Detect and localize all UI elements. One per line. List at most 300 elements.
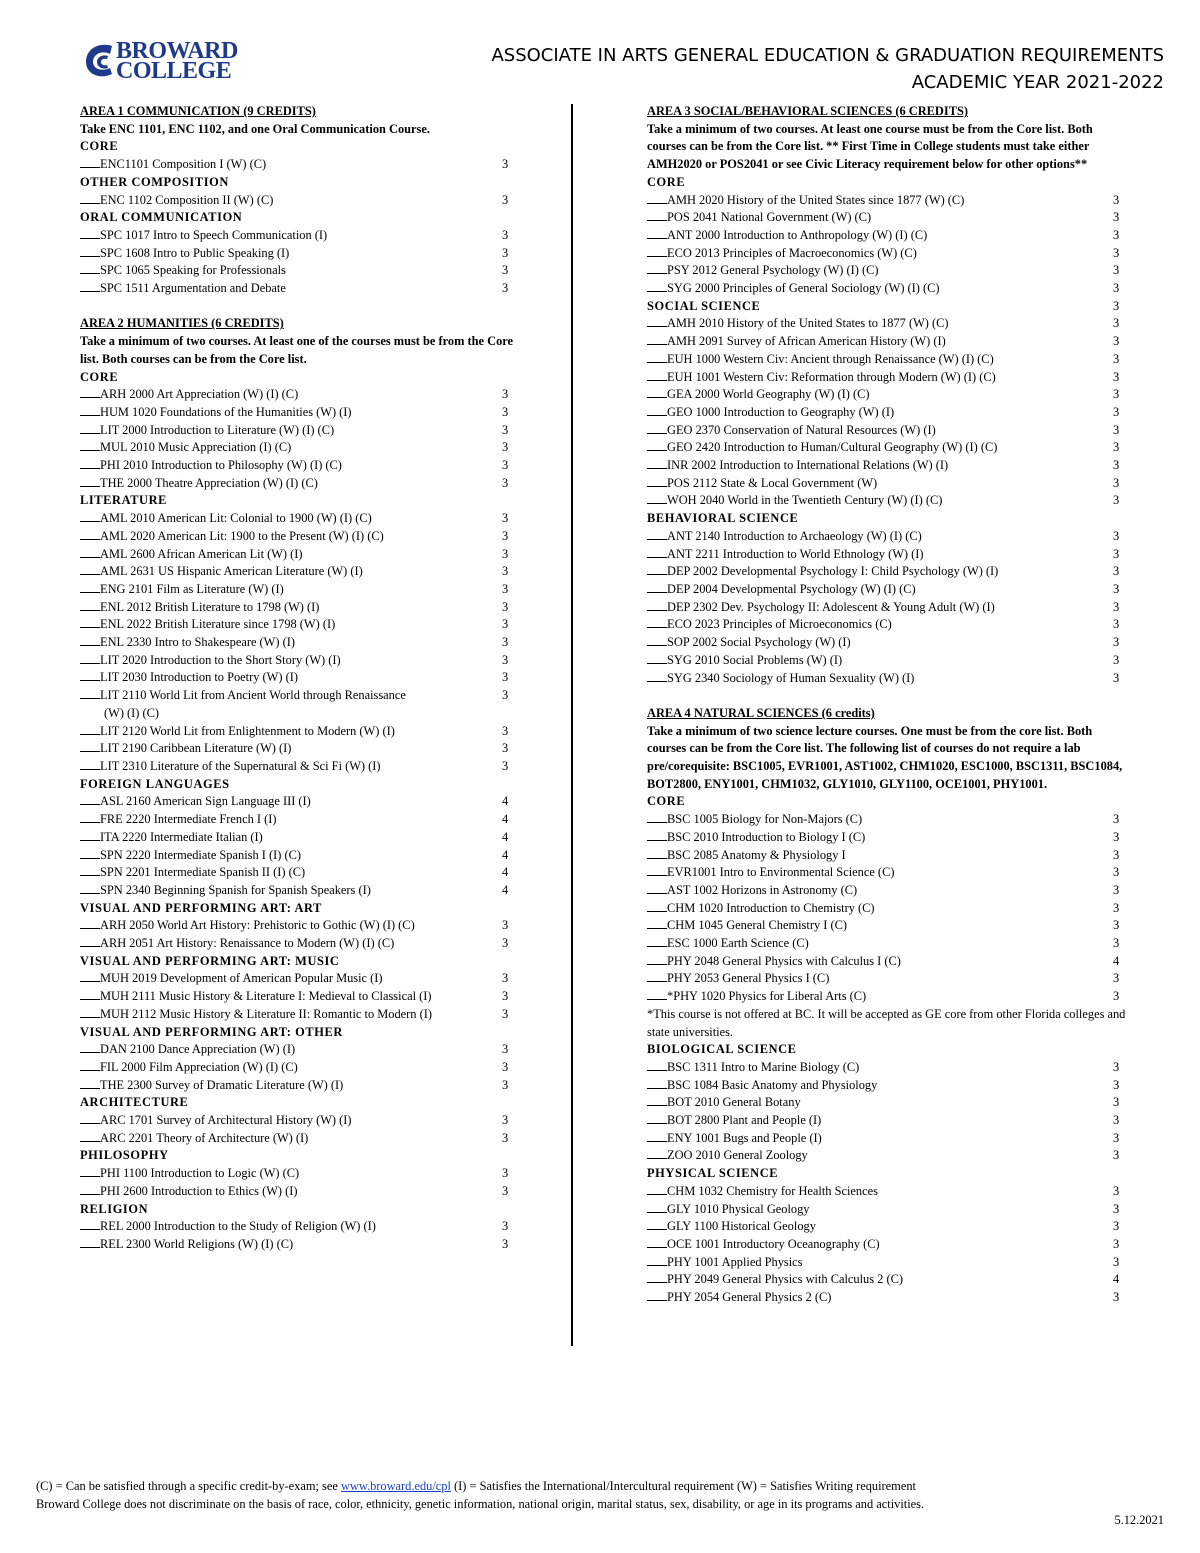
checkoff-blank[interactable]	[80, 1007, 100, 1018]
logo-line-2: COLLEGE	[116, 58, 232, 84]
checkoff-blank[interactable]	[647, 281, 667, 292]
course-row	[80, 510, 520, 528]
course-name: PHY 2048 General Physics with Calculus I (C)	[667, 953, 901, 968]
course-row	[80, 740, 520, 758]
course-name: THE 2000 Theatre Appreciation (W) (I) (C)	[100, 475, 318, 490]
checkoff-blank[interactable]	[647, 918, 667, 929]
course-name: ARC 1701 Survey of Architectural History (W) (I)	[100, 1113, 352, 1128]
course-name: SPC 1511 Argumentation and Debate	[100, 281, 286, 296]
checkoff-blank[interactable]	[647, 1237, 667, 1248]
checkoff-blank[interactable]	[647, 1131, 667, 1142]
credit-hours: 3	[1113, 493, 1120, 508]
checkoff-blank[interactable]	[80, 830, 100, 841]
checkoff-blank[interactable]	[647, 564, 667, 575]
checkoff-blank[interactable]	[647, 1095, 667, 1106]
checkoff-blank[interactable]	[647, 193, 667, 204]
checkoff-blank[interactable]	[80, 281, 100, 292]
course-row	[647, 422, 1127, 440]
course-name: SPN 2340 Beginning Spanish for Spanish Speakers (I)	[100, 882, 371, 897]
section-heading-label: CORE	[80, 369, 119, 384]
section-heading	[647, 174, 1127, 192]
course-name: OCE 1001 Introductory Oceanography (C)	[667, 1236, 880, 1251]
course-row	[647, 829, 1127, 847]
section-heading	[80, 1024, 520, 1042]
course-name: EUH 1001 Western Civ: Reformation through Modern (W) (I) (C)	[667, 369, 996, 384]
checkoff-blank[interactable]	[80, 193, 100, 204]
checkoff-blank[interactable]	[647, 1290, 667, 1301]
course-name: POS 2112 State & Local Government (W)	[667, 475, 878, 490]
credit-hours: 3	[502, 422, 509, 437]
checkoff-blank[interactable]	[80, 759, 100, 770]
checkoff-blank[interactable]	[647, 582, 667, 593]
section-heading-label: RELIGION	[80, 1201, 149, 1216]
checkoff-blank[interactable]	[80, 865, 100, 876]
course-row	[647, 457, 1127, 475]
checkoff-blank[interactable]	[80, 1060, 100, 1071]
section-heading	[80, 209, 520, 227]
course-name: ANT 2140 Introduction to Archaeology (W) (I) (C)	[667, 528, 922, 543]
checkoff-blank[interactable]	[647, 635, 667, 646]
course-name: ENL 2012 British Literature to 1798 (W) (I)	[100, 599, 320, 614]
checkoff-blank[interactable]	[647, 1202, 667, 1213]
credit-hours: 3	[502, 1006, 509, 1021]
course-row	[647, 1218, 1127, 1236]
checkoff-blank[interactable]	[80, 387, 100, 398]
course-name: GEA 2000 World Geography (W) (I) (C)	[667, 387, 870, 402]
checkoff-blank[interactable]	[647, 370, 667, 381]
credit-hours: 3	[1113, 387, 1120, 402]
checkoff-blank[interactable]	[80, 405, 100, 416]
course-row	[647, 1147, 1127, 1165]
checkoff-blank[interactable]	[80, 1078, 100, 1089]
checkoff-blank[interactable]	[80, 848, 100, 859]
section-heading-label: VISUAL AND PERFORMING ART: OTHER	[80, 1024, 343, 1039]
credit-hours: 3	[502, 1183, 509, 1198]
section-heading	[80, 900, 520, 918]
course-row	[80, 528, 520, 546]
checkoff-blank[interactable]	[647, 263, 667, 274]
document-title: ASSOCIATE IN ARTS GENERAL EDUCATION & GRADUATION REQUIREMENTS	[491, 45, 1164, 66]
course-row	[647, 439, 1127, 457]
course-name: FRE 2220 Intermediate French I (I)	[100, 812, 277, 827]
course-row	[80, 723, 520, 741]
credit-hours: 3	[1113, 1254, 1120, 1269]
checkoff-blank[interactable]	[647, 1060, 667, 1071]
checkoff-blank[interactable]	[647, 901, 667, 912]
credit-hours: 3	[502, 263, 509, 278]
checkoff-blank[interactable]	[647, 547, 667, 558]
checkoff-blank[interactable]	[80, 582, 100, 593]
course-row	[647, 864, 1127, 882]
course-name: ENC1101 Composition I (W) (C)	[100, 157, 267, 172]
credit-hours: 3	[502, 458, 509, 473]
course-name: ANT 2211 Introduction to World Ethnology (W) (I)	[667, 546, 924, 561]
credit-hours: 3	[1113, 351, 1120, 366]
checkoff-blank[interactable]	[80, 246, 100, 257]
course-row	[80, 1236, 520, 1254]
course-name: GEO 2420 Introduction to Human/Cultural Geography (W) (I) (C)	[667, 440, 998, 455]
credit-hours: 3	[1113, 316, 1120, 331]
credit-hours: 3	[1113, 847, 1120, 862]
course-name: PHY 2049 General Physics with Calculus 2 (C)	[667, 1272, 903, 1287]
checkoff-blank[interactable]	[647, 246, 667, 257]
course-row	[647, 900, 1127, 918]
course-row	[647, 634, 1127, 652]
credit-hours: 3	[1113, 281, 1120, 296]
checkoff-blank[interactable]	[80, 724, 100, 735]
checkoff-blank[interactable]	[647, 405, 667, 416]
credit-hours: 3	[502, 387, 509, 402]
course-name: ESC 1000 Earth Science (C)	[667, 936, 809, 951]
broward-college-logo	[82, 38, 242, 84]
credit-hours: 4	[502, 847, 509, 862]
credit-hours: 3	[1113, 528, 1120, 543]
checkoff-blank[interactable]	[647, 989, 667, 1000]
checkoff-blank[interactable]	[80, 1113, 100, 1124]
credit-hours: 3	[502, 989, 509, 1004]
checkoff-blank[interactable]	[80, 936, 100, 947]
section-heading-label: PHYSICAL SCIENCE	[647, 1166, 779, 1181]
checkoff-blank[interactable]	[647, 954, 667, 965]
credit-hours: 3	[1113, 1219, 1120, 1234]
checkoff-blank[interactable]	[647, 423, 667, 434]
checkoff-blank[interactable]	[80, 794, 100, 805]
course-row	[80, 227, 520, 245]
section-heading	[80, 138, 520, 156]
course-name: *PHY 1020 Physics for Liberal Arts (C)	[667, 989, 867, 1004]
checkoff-blank[interactable]	[647, 812, 667, 823]
course-row	[647, 1271, 1127, 1289]
course-name: PHY 1001 Applied Physics	[667, 1254, 803, 1269]
section-heading-label: CORE	[80, 139, 119, 154]
course-row	[647, 988, 1127, 1006]
course-row	[647, 581, 1127, 599]
credit-hours: 3	[1113, 210, 1120, 225]
checkoff-blank[interactable]	[80, 1042, 100, 1053]
credit-hours: 3	[502, 1077, 509, 1092]
course-row	[80, 192, 520, 210]
course-row	[80, 829, 520, 847]
course-row	[80, 1006, 520, 1024]
credit-hours: 3	[502, 581, 509, 596]
section-heading	[647, 793, 1127, 811]
checkoff-blank[interactable]	[80, 617, 100, 628]
course-row	[80, 1130, 520, 1148]
checkoff-blank[interactable]	[647, 671, 667, 682]
checkoff-blank[interactable]	[647, 458, 667, 469]
course-row	[80, 864, 520, 882]
area-heading: AREA 2 HUMANITIES (6 CREDITS)	[80, 316, 284, 331]
checkoff-blank[interactable]	[647, 1184, 667, 1195]
credit-hours: 3	[1113, 918, 1120, 933]
course-name: AMH 2020 History of the United States since 1877 (W) (C)	[667, 192, 965, 207]
footer-legend-a: (C) = Can be satisfied through a specific credit-by-exam; see	[36, 1479, 341, 1493]
section-heading-label: VISUAL AND PERFORMING ART: ART	[80, 900, 323, 915]
credit-hours: 3	[1113, 1148, 1120, 1163]
credit-hours: 3	[1113, 369, 1120, 384]
course-name: AST 1002 Horizons in Astronomy (C)	[667, 882, 858, 897]
course-name: POS 2041 National Government (W) (C)	[667, 210, 872, 225]
checkoff-blank[interactable]	[80, 812, 100, 823]
credit-hours: 3	[1113, 298, 1120, 313]
checkoff-blank[interactable]	[647, 228, 667, 239]
course-row	[647, 227, 1127, 245]
course-row	[647, 245, 1127, 263]
checkoff-blank[interactable]	[80, 511, 100, 522]
academic-year: ACADEMIC YEAR 2021-2022	[911, 72, 1164, 93]
spacer	[80, 298, 520, 316]
checkoff-blank[interactable]	[80, 423, 100, 434]
checkoff-blank[interactable]	[80, 476, 100, 487]
checkoff-blank[interactable]	[80, 228, 100, 239]
checkoff-blank[interactable]	[80, 1237, 100, 1248]
checkoff-blank[interactable]	[80, 741, 100, 752]
section-heading-label: BIOLOGICAL SCIENCE	[647, 1042, 797, 1057]
checkoff-blank[interactable]	[80, 547, 100, 558]
credit-hours: 3	[502, 1236, 509, 1251]
course-name: PHY 2053 General Physics I (C)	[667, 971, 830, 986]
credit-hours: 3	[1113, 670, 1120, 685]
credit-hours: 3	[1113, 1201, 1120, 1216]
checkoff-blank[interactable]	[647, 617, 667, 628]
section-heading	[647, 298, 1127, 316]
course-row	[647, 1236, 1127, 1254]
credit-hours: 3	[502, 157, 509, 172]
credit-hours: 3	[1113, 900, 1120, 915]
course-row	[80, 1165, 520, 1183]
course-row	[80, 847, 520, 865]
course-row	[647, 333, 1127, 351]
course-row	[647, 1254, 1127, 1272]
checkoff-blank[interactable]	[647, 440, 667, 451]
course-name: HUM 1020 Foundations of the Humanities (W) (I)	[100, 404, 352, 419]
course-row	[647, 1289, 1127, 1307]
course-name: REL 2000 Introduction to the Study of Religion (W) (I)	[100, 1219, 376, 1234]
course-row	[80, 546, 520, 564]
checkoff-blank[interactable]	[647, 883, 667, 894]
course-row	[647, 1059, 1127, 1077]
credit-hours: 3	[502, 475, 509, 490]
credit-hours: 3	[1113, 882, 1120, 897]
checkoff-blank[interactable]	[647, 334, 667, 345]
course-row	[80, 616, 520, 634]
credit-hours: 3	[502, 528, 509, 543]
course-row	[647, 882, 1127, 900]
checkoff-blank[interactable]	[80, 1131, 100, 1142]
checkoff-blank[interactable]	[80, 1219, 100, 1230]
footer	[36, 1478, 924, 1513]
checkoff-blank[interactable]	[647, 352, 667, 363]
course-row	[80, 439, 520, 457]
checkoff-blank[interactable]	[80, 918, 100, 929]
checkoff-blank[interactable]	[647, 1255, 667, 1266]
course-name: SYG 2340 Sociology of Human Sexuality (W) (I)	[667, 670, 915, 685]
checkoff-blank[interactable]	[647, 865, 667, 876]
section-heading	[80, 492, 520, 510]
credit-hours: 3	[1113, 192, 1120, 207]
course-name: GEO 1000 Introduction to Geography (W) (I)	[667, 404, 895, 419]
course-row	[80, 1183, 520, 1201]
column-divider	[571, 104, 573, 1346]
course-row	[647, 528, 1127, 546]
course-name: BSC 1005 Biology for Non-Majors (C)	[667, 812, 863, 827]
course-name: LIT 2110 World Lit from Ancient World through Renaissance	[100, 688, 406, 703]
course-row	[80, 475, 520, 493]
credit-hours: 3	[1113, 1113, 1120, 1128]
course-name: REL 2300 World Religions (W) (I) (C)	[100, 1236, 294, 1251]
course-name: THE 2300 Survey of Dramatic Literature (W) (I)	[100, 1077, 344, 1092]
checkoff-blank[interactable]	[80, 1184, 100, 1195]
checkoff-blank[interactable]	[647, 493, 667, 504]
course-row	[80, 156, 520, 174]
footnote: *This course is not offered at BC. It will be accepted as GE core from other Florida colleges and state universities.	[647, 1006, 1126, 1039]
course-row	[80, 563, 520, 581]
course-name: MUH 2111 Music History & Literature I: Medieval to Classical (I)	[100, 989, 432, 1004]
credit-hours: 3	[1113, 404, 1120, 419]
course-name: ITA 2220 Intermediate Italian (I)	[100, 829, 263, 844]
credit-hours: 3	[1113, 829, 1120, 844]
course-name: LIT 2020 Introduction to the Short Story (W) (I)	[100, 652, 341, 667]
checkoff-blank[interactable]	[80, 688, 100, 699]
checkoff-blank[interactable]	[80, 989, 100, 1000]
credit-hours: 3	[1113, 812, 1120, 827]
credit-hours: 3	[1113, 599, 1120, 614]
checkoff-blank[interactable]	[647, 529, 667, 540]
course-name: ENY 1001 Bugs and People (I)	[667, 1130, 822, 1145]
course-name: PHY 2054 General Physics 2 (C)	[667, 1290, 832, 1305]
credit-hours: 3	[1113, 865, 1120, 880]
course-row	[80, 280, 520, 298]
course-row	[647, 262, 1127, 280]
checkoff-blank[interactable]	[80, 440, 100, 451]
checkoff-blank[interactable]	[647, 1272, 667, 1283]
area-heading: AREA 1 COMMUNICATION (9 CREDITS)	[80, 104, 316, 118]
course-name: DEP 2002 Developmental Psychology I: Child Psychology (W) (I)	[667, 564, 999, 579]
checkoff-blank[interactable]	[80, 1166, 100, 1177]
area-instructions: Take a minimum of two courses. At least one course must be from the Core list. Both courses can be from the Core list. ** First Time in College students must take either AMH2020 or POS2041 or see Civic Literacy requirement below for other options**	[647, 121, 1093, 172]
course-row	[80, 1112, 520, 1130]
credit-hours: 3	[502, 635, 509, 650]
course-row	[80, 882, 520, 900]
credit-hours: 3	[1113, 1095, 1120, 1110]
section-heading	[80, 1201, 520, 1219]
course-row	[80, 457, 520, 475]
course-row	[80, 793, 520, 811]
credit-hours: 3	[1113, 422, 1120, 437]
course-name: SOP 2002 Social Psychology (W) (I)	[667, 635, 851, 650]
checkoff-blank[interactable]	[647, 936, 667, 947]
course-name: BOT 2800 Plant and People (I)	[667, 1113, 822, 1128]
course-name: LIT 2030 Introduction to Poetry (W) (I)	[100, 670, 298, 685]
course-row	[80, 970, 520, 988]
checkoff-blank[interactable]	[647, 387, 667, 398]
credit-hours: 3	[502, 1166, 509, 1181]
cpl-link[interactable]: www.broward.edu/cpl	[340, 1479, 451, 1493]
course-row	[647, 917, 1127, 935]
checkoff-blank[interactable]	[647, 1219, 667, 1230]
checkoff-blank[interactable]	[80, 529, 100, 540]
course-name: BSC 1311 Intro to Marine Biology (C)	[667, 1059, 860, 1074]
course-name: ANT 2000 Introduction to Anthropology (W) (I) (C)	[667, 227, 928, 242]
course-name: MUH 2019 Development of American Popular Music (I)	[100, 971, 383, 986]
credit-hours: 3	[1113, 936, 1120, 951]
checkoff-blank[interactable]	[647, 848, 667, 859]
credit-hours: 3	[1113, 652, 1120, 667]
course-name: CHM 1020 Introduction to Chemistry (C)	[667, 900, 875, 915]
checkoff-blank[interactable]	[647, 210, 667, 221]
area-instructions: Take a minimum of two courses. At least one of the courses must be from the Core list. Both courses can be from the Core list.	[80, 334, 514, 366]
course-name: BOT 2010 General Botany	[667, 1095, 801, 1110]
checkoff-blank[interactable]	[80, 971, 100, 982]
checkoff-blank[interactable]	[647, 830, 667, 841]
area-heading: AREA 3 SOCIAL/BEHAVIORAL SCIENCES (6 CREDITS)	[647, 104, 968, 118]
checkoff-blank[interactable]	[80, 670, 100, 681]
course-name: BSC 2010 Introduction to Biology I (C)	[667, 829, 866, 844]
credit-hours: 3	[1113, 971, 1120, 986]
checkoff-blank[interactable]	[80, 653, 100, 664]
checkoff-blank[interactable]	[80, 564, 100, 575]
checkoff-blank[interactable]	[80, 458, 100, 469]
course-row	[80, 404, 520, 422]
course-row	[80, 386, 520, 404]
credit-hours: 3	[502, 546, 509, 561]
checkoff-blank[interactable]	[647, 1078, 667, 1089]
credit-hours: 3	[1113, 1059, 1120, 1074]
course-row	[647, 280, 1127, 298]
course-row	[80, 245, 520, 263]
checkoff-blank[interactable]	[647, 316, 667, 327]
checkoff-blank[interactable]	[80, 263, 100, 274]
credit-hours: 3	[1113, 227, 1120, 242]
course-row	[80, 687, 520, 705]
checkoff-blank[interactable]	[647, 653, 667, 664]
course-name: ARH 2051 Art History: Renaissance to Modern (W) (I) (C)	[100, 936, 395, 951]
checkoff-blank[interactable]	[647, 476, 667, 487]
course-row	[647, 351, 1127, 369]
course-name: AML 2010 American Lit: Colonial to 1900 (W) (I) (C)	[100, 511, 372, 526]
credit-hours: 3	[502, 759, 509, 773]
credit-hours: 3	[1113, 564, 1120, 579]
course-row	[647, 1183, 1127, 1201]
credit-hours: 3	[502, 1113, 509, 1128]
checkoff-blank[interactable]	[647, 971, 667, 982]
course-name: EUH 1000 Western Civ: Ancient through Renaissance (W) (I) (C)	[667, 351, 994, 366]
course-name: BSC 2085 Anatomy & Physiology I	[667, 847, 846, 862]
section-heading-label: ARCHITECTURE	[80, 1095, 189, 1110]
checkoff-blank[interactable]	[80, 635, 100, 646]
checkoff-blank[interactable]	[647, 1148, 667, 1159]
course-row	[80, 422, 520, 440]
credit-hours: 3	[502, 245, 509, 260]
course-name: BSC 1084 Basic Anatomy and Physiology	[667, 1077, 878, 1092]
checkoff-blank[interactable]	[647, 600, 667, 611]
credit-hours: 3	[502, 227, 509, 242]
course-name: SPC 1017 Intro to Speech Communication (I)	[100, 227, 328, 242]
course-row	[80, 262, 520, 280]
credit-hours: 3	[502, 741, 509, 756]
checkoff-blank[interactable]	[80, 600, 100, 611]
checkoff-blank[interactable]	[80, 157, 100, 168]
course-row	[647, 1112, 1127, 1130]
course-row	[647, 475, 1127, 493]
course-name: ARC 2201 Theory of Architecture (W) (I)	[100, 1130, 309, 1145]
course-name: GEO 2370 Conservation of Natural Resources (W) (I)	[667, 422, 936, 437]
credit-hours: 3	[502, 599, 509, 614]
checkoff-blank[interactable]	[80, 883, 100, 894]
credit-hours: 4	[1113, 1272, 1120, 1287]
area-instructions: Take ENC 1101, ENC 1102, and one Oral Communication Course.	[80, 121, 430, 136]
checkoff-blank[interactable]	[647, 1113, 667, 1124]
